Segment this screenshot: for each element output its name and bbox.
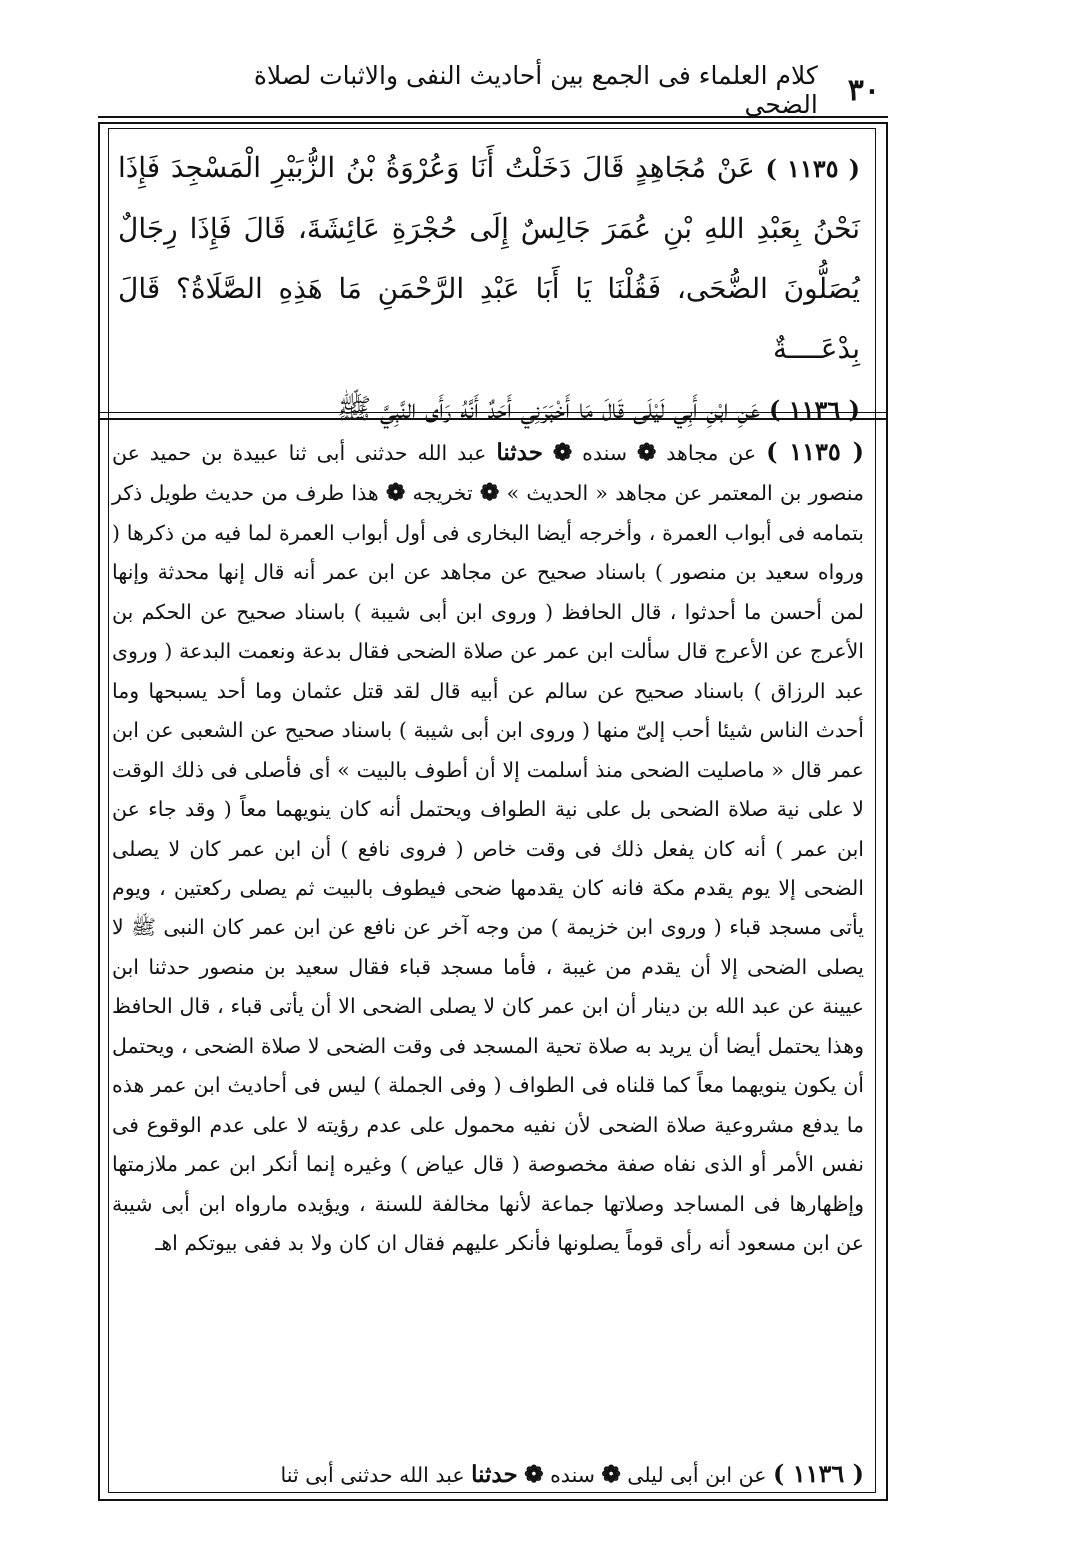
sanad-label: سنده (550, 1463, 595, 1487)
hadith-text-block (118, 138, 861, 425)
ornament-bracket: ❁ (480, 479, 500, 507)
isnad-text: عبد الله حدثنى أبى ثنا عبيدة بن حميد عن منصور بن المعتمر عن مجاهد « الحديث » (112, 441, 864, 506)
takhrij-label: تخريجه (412, 481, 473, 506)
haddathana-word: حدثنا (496, 439, 543, 466)
commentary-number: ( ١١٣٦ ) (773, 1459, 864, 1488)
commentary-body: هذا طرف من حديث طويل ذكر بتمامه فى أبواب العمرة ، وأخرجه أيضا البخارى فى أول أبواب العمرة لما فيه من ذكرها ( ورواه سعيد بن منصور ) باسناد صحيح عن مجاهد عن ابن عمر أنه قال إنها محدثة وإنها لمن أحسن ما أحدثوا ، قال الحافظ ( وروى ابن أبى شيبة ) باسناد صحيح عن الحكم بن الأعرج عن الأعرج قال سألت ابن عمر عن صلاة الضحى فقال بدعة ونعمت البدعة ( وروى عبد الرزاق ) باسناد صحيح عن سالم عن أبيه قال لقد قتل عثمان وما أحد يسبحها وما أحدث الناس شيئا أحب إلىّ منها ( وروى ابن أبى شيبة ) باسناد صحيح عن الشعبى عن ابن عمر قال « ماصليت الضحى منذ أسلمت إلا أن أطوف بالبيت » أى فأصلى فى ذلك الوقت لا على نية صلاة الضحى بل على نية الطواف ويحتمل أنه كان ينويهما معاً ( وقد جاء عن ابن عمر ) أنه كان يفعل ذلك فى وقت خاص ( فروى نافع ) أن ابن عمر كان لا يصلى الضحى إلا يوم يقدم مكة فانه كان يقدمها ضحى فيطوف بالبيت ثم يصلى ركعتين ، ويوم يأتى مسجد قباء ( وروى ابن خزيمة ) من وجه آخر عن نافع عن ابن عمر كان النبى ﷺ لا يصلى الضحى إلا أن يقدم من غيبة ، فأما مسجد قباء فقال سعيد بن منصور حدثنا ابن عيينة عن عبد الله بن دينار أن ابن عمر كان لا يصلى الضحى الا أن يأتى قباء ، قال الحافظ وهذا يحتمل أيضا أن يريد به صلاة تحية المسجد فى وقت الضحى لا صلاة الضحى ، ويحتمل أن يكون ينويهما معاً كما قلناه فى الطواف ( وفى الجملة ) ليس فى أحاديث ابن عمر هذه ما يدفع مشروعية صلاة الضحى لأن نفيه محمول على عدم رؤيته لا على عدم الوقوع فى نفس الأمر أو الذى نفاه صفة مخصوصة ( قال عياض ) وغيره إنما أنكر ابن عمر ملازمتها وإظهارها فى المساجد وصلاتها جماعة لأنها مخالفة للسنة ، ويؤيده مارواه ابن أبى شيبة عن ابن مسعود أنه رأى قوماً يصلونها فأنكر عليهم فقال ان كان ولا بد ففى بيوتكم اهـ (112, 481, 864, 1256)
header-rule (98, 116, 888, 118)
hadith-number: ( ١١٣٦ ) (769, 395, 860, 424)
section-divider (98, 418, 888, 420)
ornament-bracket: ❁ (385, 479, 406, 507)
sanad-label: سنده (582, 441, 628, 465)
hadith-1136 (118, 379, 860, 440)
ornament-bracket: ❁ (601, 1461, 621, 1488)
hadith-matn: عَنِ ابْنِ أَبِي لَيْلَى قَالَ مَا أَخْبَرَنِي أَحَدٌ أَنَّهُ رَأَى النَّبِيَّ ﷺ (337, 392, 761, 425)
section-divider (98, 412, 888, 413)
ornament-bracket: ❁ (552, 439, 573, 466)
commentary-number: ( ١١٣٥ ) (766, 437, 864, 466)
hadith-1135 (118, 138, 860, 379)
ornament-bracket: ❁ (637, 439, 657, 466)
ornament-bracket: ❁ (524, 1461, 544, 1488)
narrator: عن ابن أبى ليلى (627, 1463, 767, 1487)
hadith-number: ( ١١٣٥ ) (765, 154, 861, 183)
commentary-1135 (112, 432, 864, 1264)
running-title: كلام العلماء فى الجمع بين أحاديث النفى والاثبات لصلاة الضحى (253, 61, 818, 119)
commentary-1136 (112, 1454, 864, 1495)
commentary-block (112, 432, 864, 1264)
narrator: عن مجاهد (666, 441, 757, 465)
page-header (240, 61, 880, 119)
haddathana-word: حدثنا (471, 1461, 518, 1488)
page-number: ٣٠ (847, 72, 880, 108)
isnad-text: عبد الله حدثنى أبى ثنا (280, 1463, 465, 1487)
hadith-matn: عَنْ مُجَاهِدٍ قَالَ دَخَلْتُ أَنَا وَعُرْوَةُ بْنُ الزُّبَيْرِ الْمَسْجِدَ فَإِذَا نَحْنُ بِعَبْدِ اللهِ بْنِ عُمَرَ جَالِسٌ إِلَى حُجْرَةِ عَائِشَةَ، قَالَ فَإِذَا رِجَالٌ يُصَلُّونَ الضُّحَى، فَقُلْنَا يَا أَبَا عَبْدِ الرَّحْمَنِ مَا هَذِهِ الصَّلَاةُ؟ قَالَ بِدْعَــــةٌ (118, 151, 860, 365)
